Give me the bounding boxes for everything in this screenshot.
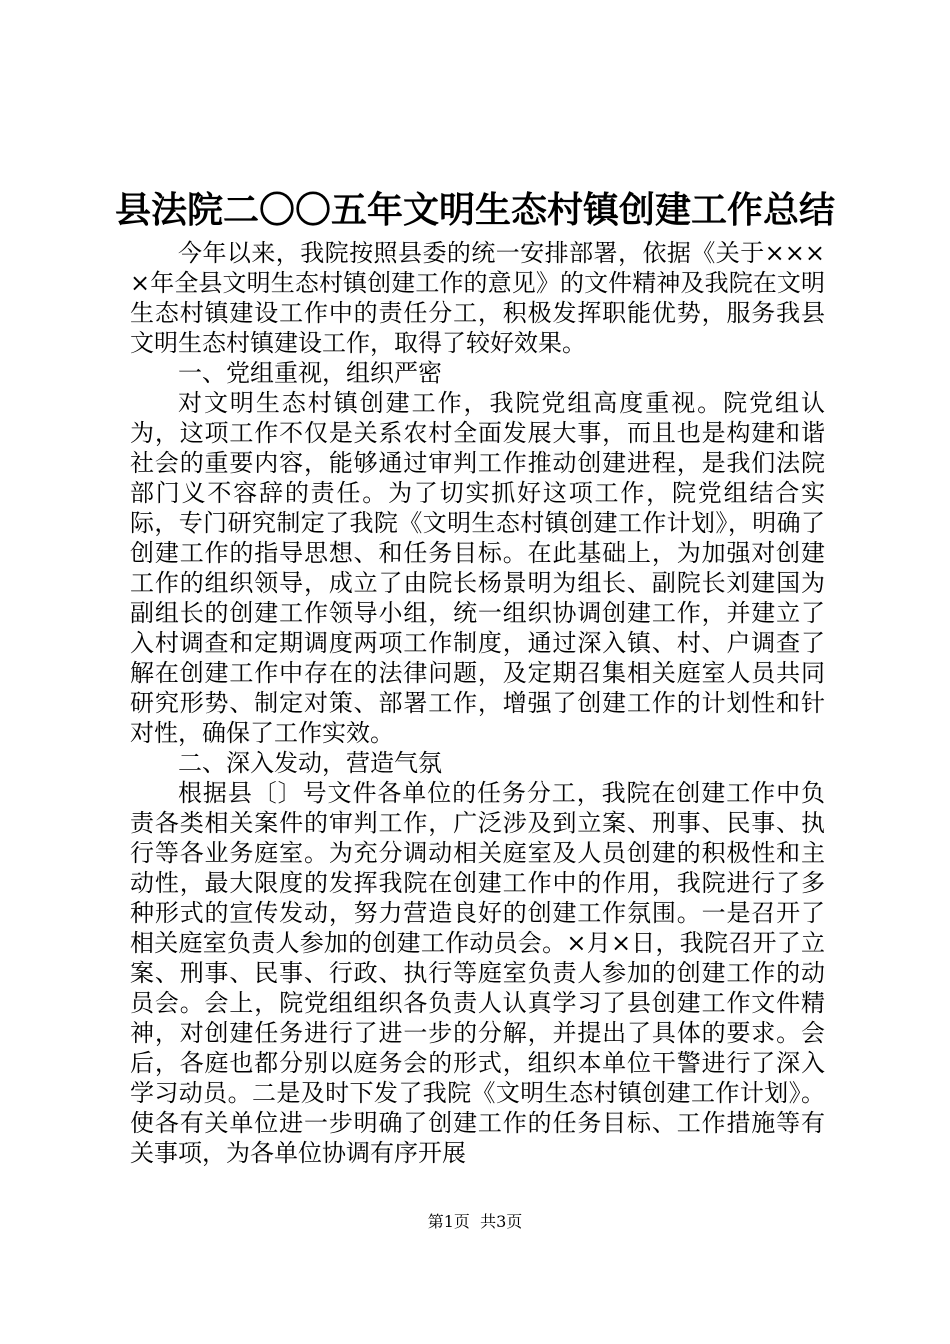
section-2-paragraph: 根据县〔〕号文件各单位的任务分工，我院在创建工作中负责各类相关案件的审判工作，广泛涉及到立案、刑事、民事、执行等各业务庭室。为充分调动相关庭室及人员创建的积极性和主动性，最大限度的发挥我院在创建工作中的作用，我院进行了多种形式的宣传发动，努力营造良好的创建工作氛围。一是召开了相关庭室负责人参加的创建工作动员会。×月×日，我院召开了立案、刑事、民事、行政、执行等庭室负责人参加的创建工作的动员会。会上，院党组组织各负责人认真学习了县创建工作文件精神，对创建任务进行了进一步的分解，并提出了具体的要求。会后，各庭也都分别以庭务会的形式，组织本单位干警进行了深入学习动员。二是及时下发了我院《文明生态村镇创建工作计划》。使各有关单位进一步明确了创建工作的任务目标、工作措施等有关事项，为各单位协调有序开展 bbox=[130, 779, 825, 1167]
section-1-paragraph: 对文明生态村镇创建工作，我院党组高度重视。院党组认为，这项工作不仅是关系农村全面发展大事，而且也是构建和谐社会的重要内容，能够通过审判工作推动创建进程，是我们法院部门义不容辞的责任。为了切实抓好这项工作，院党组结合实际，专门研究制定了我院《文明生态村镇创建工作计划》，明确了创建工作的指导思想、和任务目标。在此基础上，为加强对创建工作的组织领导，成立了由院长杨景明为组长、副院长刘建国为副组长的创建工作领导小组，统一组织协调创建工作，并建立了入村调查和定期调度两项工作制度，通过深入镇、村、户调查了解在创建工作中存在的法律问题，及定期召集相关庭室人员共同研究形势、制定对策、部署工作，增强了创建工作的计划性和针对性，确保了工作实效。 bbox=[130, 389, 825, 747]
document-body bbox=[130, 238, 825, 1168]
document-title: 县法院二〇〇五年文明生态村镇创建工作总结 bbox=[114, 189, 835, 231]
section-heading-1: 一、党组重视，组织严密 bbox=[178, 359, 442, 387]
page-number-footer: 第1页 共3页 bbox=[427, 1212, 523, 1231]
section-heading-2: 二、深入发动，营造气氛 bbox=[178, 749, 442, 777]
intro-paragraph: 今年以来，我院按照县委的统一安排部署，依据《关于××××年全县文明生态村镇创建工作的意见》的文件精神及我院在文明生态村镇建设工作中的责任分工，积极发挥职能优势，服务我县文明生态村镇建设工作，取得了较好效果。 bbox=[130, 239, 825, 357]
